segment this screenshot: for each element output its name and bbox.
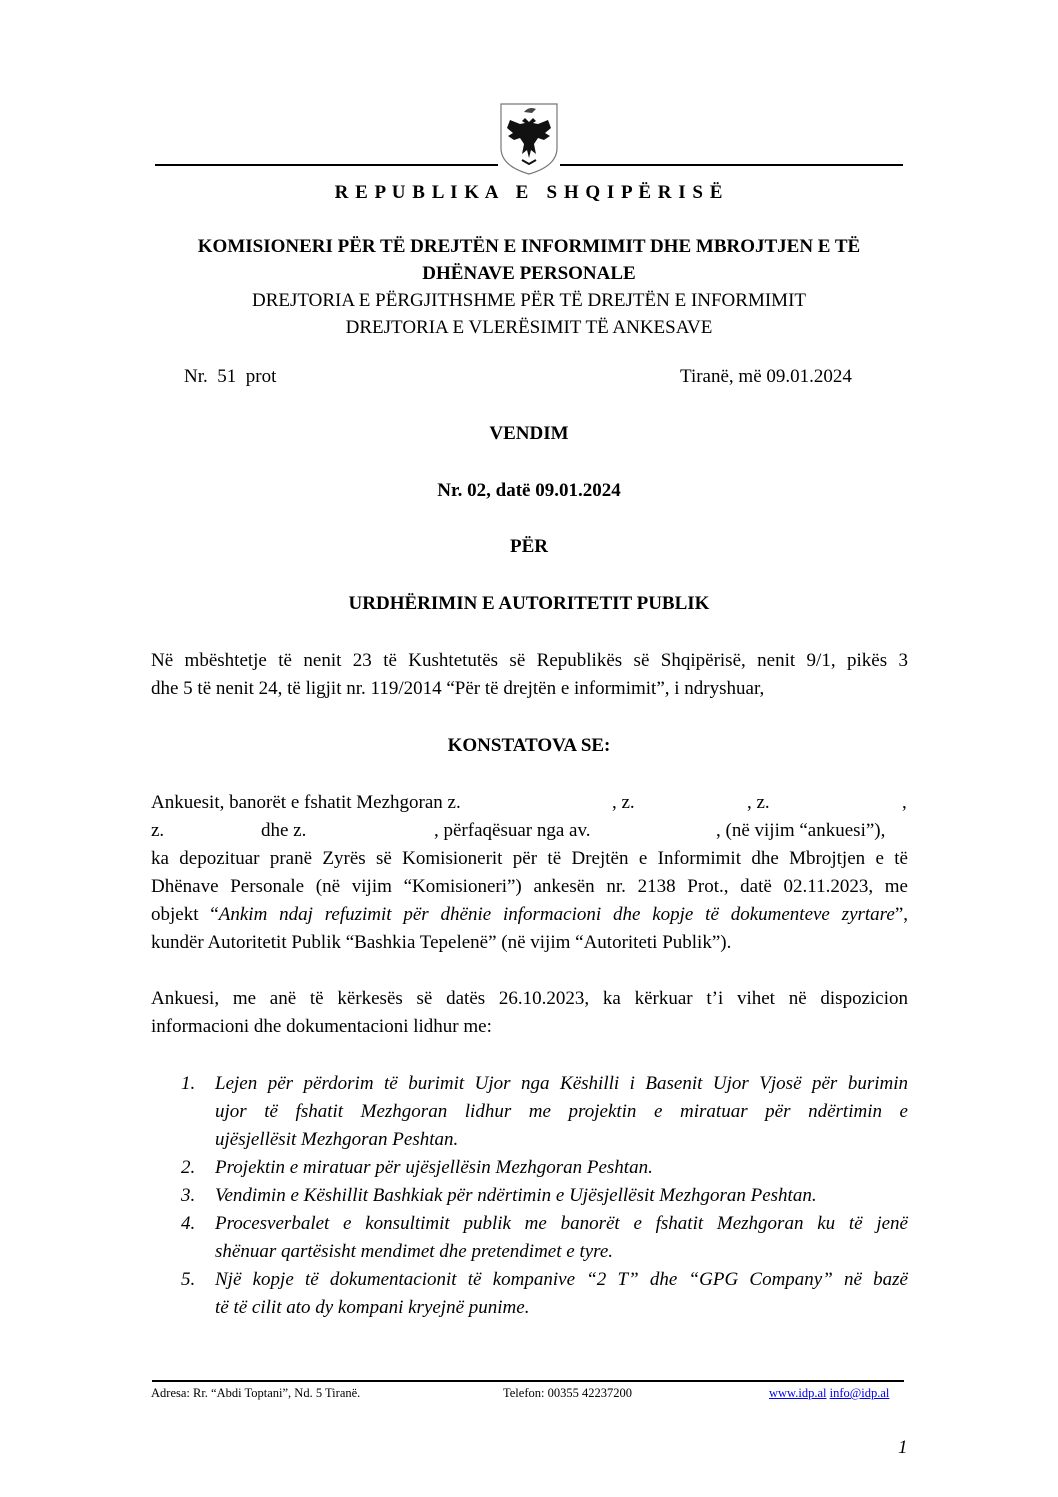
list-item-text: ujor të fshatit Mezhgoran lidhur me projektin e miratuar për ndërtimin e: [215, 1101, 908, 1122]
complaint-text: objekt “: [151, 904, 219, 925]
footer-rule: [152, 1380, 904, 1382]
double-headed-eagle-icon: [498, 100, 560, 176]
coat-of-arms-emblem: [498, 100, 560, 176]
complaint-object-italic: Ankim ndaj refuzimit për dhënie informacioni dhe kopje të dokumenteve zyrtare: [218, 904, 895, 925]
complaint-text: dhe z.: [261, 820, 307, 841]
directorate-general: DREJTORIA E PËRGJITHSHME PËR TË DREJTËN E INFORMIMIT: [251, 290, 806, 311]
directorate: DREJTORIA E VLERËSIMIT TË ANKESAVE: [345, 317, 713, 338]
complaint-paragraph: [151, 789, 908, 957]
konstatova-heading: KONSTATOVA SE:: [447, 735, 611, 756]
list-item-number: 3.: [181, 1185, 196, 1206]
header-rule-right: [560, 164, 903, 166]
list-item: [181, 1210, 908, 1266]
list-item-number: 2.: [181, 1157, 196, 1178]
website-link[interactable]: www.idp.al: [769, 1386, 827, 1400]
request-line: informacioni dhe dokumentacioni lidhur me:: [151, 1016, 492, 1037]
footer-phone: Telefon: 00355 42237200: [503, 1386, 632, 1400]
requested-items-list: [181, 1070, 908, 1322]
complaint-text: , përfaqësuar nga av.: [434, 820, 591, 841]
complaint-text: Ankuesit, banorët e fshatit Mezhgoran z.: [151, 792, 461, 813]
request-paragraph: [151, 985, 908, 1041]
complaint-text: ,: [902, 792, 907, 813]
decision-subject: URDHËRIMIN E AUTORITETIT PUBLIK: [348, 593, 710, 614]
complaint-text: , z.: [612, 792, 635, 813]
complaint-text: z.: [151, 820, 165, 841]
complaint-text: , (në vijim “ankuesi”),: [716, 820, 886, 841]
list-item-text: Procesverbalet e konsultimit publik me banorët e fshatit Mezhgoran ku të jenë: [215, 1213, 908, 1234]
request-line: Ankuesi, me anë të kërkesës së datës 26.10.2023, ka kërkuar t’i vihet në dispozicion: [151, 988, 908, 1009]
complaint-text: ”,: [894, 904, 908, 925]
decision-number: Nr. 02, datë 09.01.2024: [437, 480, 621, 501]
place-date: Tiranë, më 09.01.2024: [680, 366, 852, 387]
complaint-line: kundër Autoritetit Publik “Bashkia Tepelenë” (në vijim “Autoriteti Publik”).: [151, 932, 732, 953]
republic-title: R E P U B L I K A E S H Q I P Ë R I S Ë: [334, 182, 724, 203]
complaint-line: [151, 817, 908, 845]
institution-name-line1: KOMISIONERI PËR TË DREJTËN E INFORMIMIT DHE MBROJTJEN E TË: [197, 236, 861, 257]
complaint-line: Dhënave Personale (në vijim “Komisioneri”) ankesën nr. 2138 Prot., datë 02.11.2023, me: [151, 876, 908, 897]
list-item: [181, 1154, 908, 1182]
list-item-number: 1.: [181, 1073, 196, 1094]
legal-basis-line: Në mbështetje të nenit 23 të Kushtetutës së Republikës së Shqipërisë, nenit 9/1, pikës 3: [151, 650, 908, 671]
list-item: [181, 1266, 908, 1322]
per-heading: PËR: [510, 536, 548, 557]
list-item-text: Lejen për përdorim të burimit Ujor nga Këshilli i Basenit Ujor Vjosë për burimin: [215, 1073, 908, 1094]
list-item-text: Një kopje të dokumentacionit të kompanive “2 T” dhe “GPG Company” në bazë: [215, 1269, 908, 1290]
footer-address: Adresa: Rr. “Abdi Toptani”, Nd. 5 Tiranë.: [151, 1386, 361, 1400]
list-item-text: Vendimin e Këshillit Bashkiak për ndërtimin e Ujësjellësit Mezhgoran Peshtan.: [215, 1185, 817, 1206]
footer-contact: [769, 1386, 889, 1401]
complaint-line: [151, 901, 908, 929]
institution-name-line2: DHËNAVE PERSONALE: [422, 263, 636, 284]
list-item-text: ujësjellësit Mezhgoran Peshtan.: [215, 1129, 459, 1150]
email-link[interactable]: info@idp.al: [829, 1386, 890, 1400]
list-item-number: 4.: [181, 1213, 196, 1234]
list-item-text: Projektin e miratuar për ujësjellësin Mezhgoran Peshtan.: [215, 1157, 653, 1178]
header-rule-left: [155, 164, 498, 166]
complaint-text: , z.: [747, 792, 770, 813]
complaint-line: ka depozituar pranë Zyrës së Komisionerit për të Drejtën e Informimit dhe Mbrojtjen e të: [151, 848, 908, 869]
protocol-number: Nr. 51 prot: [184, 366, 277, 387]
legal-basis-paragraph: [151, 647, 908, 703]
complaint-line: [151, 789, 908, 817]
page-number: 1: [898, 1437, 908, 1458]
decision-heading: VENDIM: [489, 423, 569, 444]
list-item-text: të të cilit ato dy kompani kryejnë punime.: [215, 1297, 530, 1318]
legal-basis-line: dhe 5 të nenit 24, të ligjit nr. 119/2014 “Për të drejtën e informimit”, i ndryshuar,: [151, 678, 765, 699]
list-item-number: 5.: [181, 1269, 196, 1290]
list-item-text: shënuar qartësisht mendimet dhe pretendimet e tyre.: [215, 1241, 614, 1262]
list-item: [181, 1182, 908, 1210]
list-item: [181, 1070, 908, 1154]
